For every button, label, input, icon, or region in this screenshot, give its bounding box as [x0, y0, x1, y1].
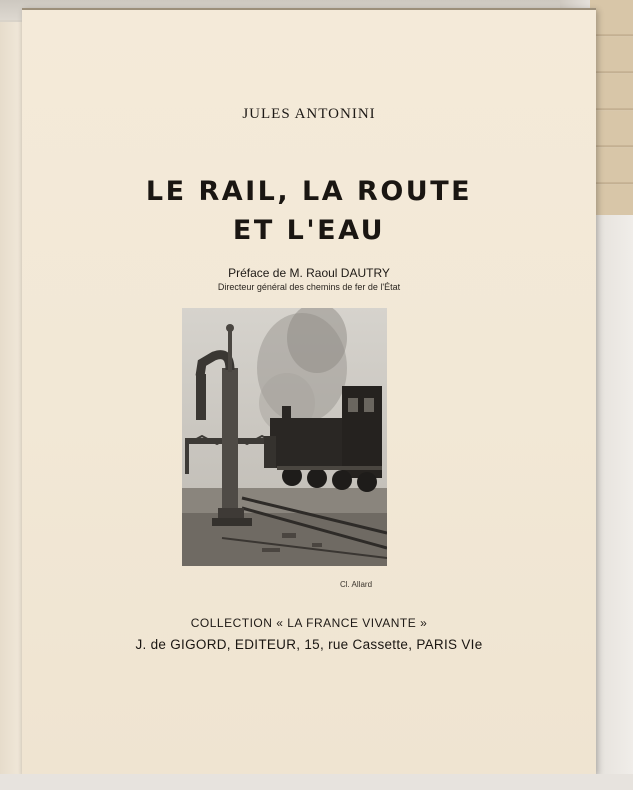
locomotive-photo: [182, 308, 387, 566]
publisher-line: J. de GIGORD, EDITEUR, 15, rue Cassette, PARIS VIe: [135, 637, 483, 652]
photo-credit: Cl. Allard: [340, 580, 373, 589]
director-line: Directeur général des chemins de fer de l'État: [217, 282, 401, 292]
book-stack: [590, 0, 633, 215]
preface-line: Préface de M. Raoul DAUTRY: [228, 266, 390, 280]
book-title-line-2: ET L'EAU: [232, 215, 386, 246]
collection-line: COLLECTION « LA FRANCE VIVANTE »: [190, 616, 428, 630]
book-title-line-1: LE RAIL, LA ROUTE: [145, 176, 473, 207]
locomotive-photo-image: [182, 308, 387, 566]
background-bottom: [0, 774, 633, 790]
title-page: [22, 8, 596, 774]
author-name: JULES ANTONINI: [242, 106, 376, 122]
